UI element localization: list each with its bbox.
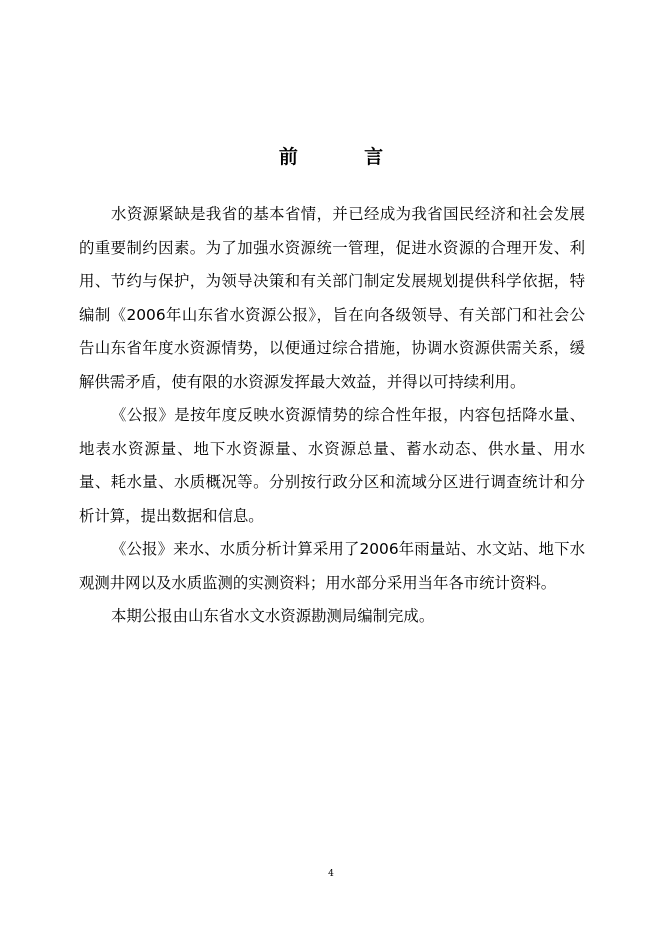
paragraph-compiler: 本期公报由山东省水文水资源勘测局编制完成。 xyxy=(111,607,435,625)
paragraph-data-sources: 《公报》来水、水质分析计算采用了2006年雨量站、水文站、地下水观测井网以及水质监测的实测资料；用水部分采用当年各市统计资料。 xyxy=(79,540,585,592)
page-title: 前 言 xyxy=(278,146,384,168)
page-number: 4 xyxy=(328,869,334,879)
document-body xyxy=(79,198,585,634)
paragraph-contents: 《公报》是按年度反映水资源情势的综合性年报，内容包括降水量、地表水资源量、地下水资源量、水资源总量、蓄水动态、供水量、用水量、耗水量、水质概况等。分别按行政分区和流域分区进行调查统计和分析计算，提出数据和信息。 xyxy=(79,406,585,525)
paragraph-intro: 水资源紧缺是我省的基本省情，并已经成为我省国民经济和社会发展的重要制约因素。为了加强水资源统一管理，促进水资源的合理开发、利用、节约与保护，为领导决策和有关部门制定发展规划提供科学依据，特编制《2006年山东省水资源公报》，旨在向各级领导、有关部门和社会公告山东省年度水资源情势，以便通过综合措施，协调水资源供需关系，缓解供需矛盾，使有限的水资源发挥最大效益，并得以可持续利用。 xyxy=(79,205,585,391)
